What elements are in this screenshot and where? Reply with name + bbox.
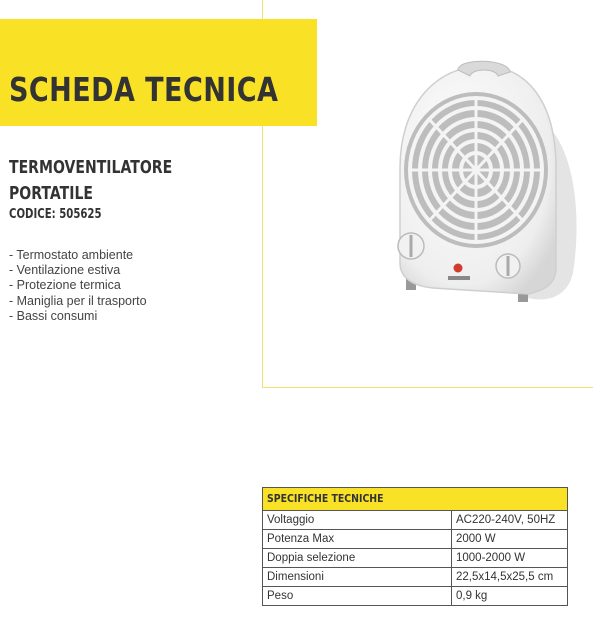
product-name-line2: PORTATILE <box>9 183 94 204</box>
feature-item: - Maniglia per il trasporto <box>9 293 147 308</box>
spec-value: 1000-2000 W <box>452 549 568 568</box>
spec-value: 0,9 kg <box>452 587 568 606</box>
divider-horizontal <box>262 387 593 388</box>
table-row <box>263 511 568 530</box>
page-title: SCHEDA TECNICA <box>9 70 279 109</box>
title-banner <box>0 19 317 126</box>
feature-item: - Protezione termica <box>9 278 121 293</box>
specs-title: SPECIFICHE TECNICHE <box>263 488 568 511</box>
product-name-line1: TERMOVENTILATORE <box>9 157 173 178</box>
feature-item: - Bassi consumi <box>9 308 98 323</box>
spec-label: Peso <box>263 587 452 606</box>
spec-label: Doppia selezione <box>263 549 452 568</box>
specs-header-row <box>263 488 568 511</box>
spec-value: 22,5x14,5x25,5 cm <box>452 568 568 587</box>
table-row <box>263 549 568 568</box>
table-row <box>263 587 568 606</box>
spec-label: Dimensioni <box>263 568 452 587</box>
spec-label: Voltaggio <box>263 511 452 530</box>
table-row <box>263 568 568 587</box>
feature-item: - Ventilazione estiva <box>9 263 121 278</box>
table-row <box>263 530 568 549</box>
specs-table <box>262 487 568 606</box>
spec-value: AC220-240V, 50HZ <box>452 511 568 530</box>
product-name <box>9 155 172 207</box>
feature-item: - Termostato ambiente <box>9 248 134 262</box>
spec-label: Potenza Max <box>263 530 452 549</box>
product-image <box>378 58 588 320</box>
spec-value: 2000 W <box>452 530 568 549</box>
product-code: CODICE: 505625 <box>9 207 102 222</box>
feature-list <box>9 248 147 324</box>
